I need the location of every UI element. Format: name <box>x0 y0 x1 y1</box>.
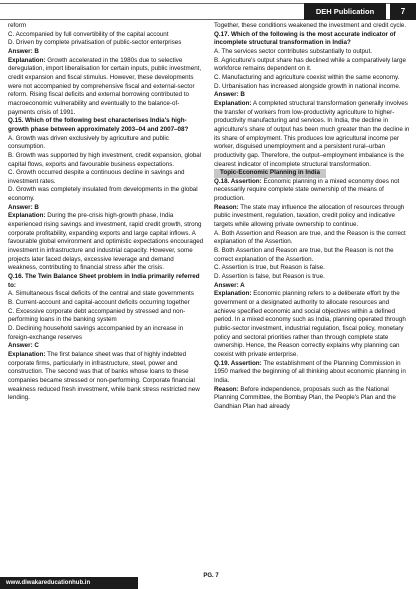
header-page-number: 7 <box>390 3 416 20</box>
answer: Answer: B <box>214 91 245 99</box>
question: Q.15. Which of the following best characterises India's high-growth phase between approximately 2003–04 and 2007–08? <box>8 117 189 133</box>
answer: Answer: B <box>8 203 39 211</box>
option: A. Both Assertion and Reason are true, and the Reason is the correct explanation of the Assertion. <box>214 229 406 246</box>
question: Q.16. The Twin Balance Sheet problem in India primarily referred to: <box>8 273 200 289</box>
reason: Reason: Before independence, proposals such as the National Planning Committee, the Bombay Plan, the People's Plan and the Gandhian Plan had already <box>214 385 396 410</box>
assertion: Q.18. Assertion: Economic planning in a mixed economy does not necessarily require complete state ownership of the means of production. <box>214 177 400 203</box>
reason: Reason: The state may influence the allocation of resources through public investment, regulation, taxation, credit policy and indicative targets while allowing private ownership to continue. <box>214 203 405 229</box>
option: A. Growth was driven exclusively by agriculture and public consumption. <box>8 134 169 151</box>
option: D. Growth was completely insulated from developments in the global economy. <box>8 186 198 203</box>
option: B. Agriculture's output share has declined while a comparatively large workforce remains dependent on it. <box>214 56 406 73</box>
assertion: Q.19. Assertion: The establishment of the Planning Commission in 1950 marked the beginning of all thinking about economic planning in India. <box>214 359 406 384</box>
explanation: Explanation: Growth accelerated in the 1980s due to selective deregulation, import liberalisation for certain inputs, public investment, credit expansion and fiscal stimulus. However, these developments were not accompanied by comprehensive fiscal and external-sector reform. Rising fiscal deficits and external borrowing contributed to macroeconomic vulnerability and eventually to the balance-of-payments crisis of 1991. <box>8 56 202 116</box>
option: C. Growth occurred despite a continuous decline in savings and investment rates. <box>8 169 185 185</box>
publication-label: DEH Publication <box>304 3 386 20</box>
option: D. Driven by complete privatisation of public-sector enterprises <box>8 39 182 47</box>
explanation: Explanation: A completed structural transformation generally involves the transfer of workers from low-productivity agriculture to higher-productivity manufacturing and services. In India, the decline in agriculture's share of output has been much greater than the decline in its share of employment. This produces low agricultural income per worker, disguised unemployment and a persistent rural–urban productivity gap. Therefore, the output–employment imbalance is the clearest indicator of incomplete structural transformation. <box>214 99 410 168</box>
option: A. Simultaneous fiscal deficits of the central and state governments <box>8 290 194 298</box>
option: C. Excessive corporate debt accompanied by stressed and non-performing loans in the banking system <box>8 307 186 324</box>
option: B. Current-account and capital-account deficits occurring together <box>8 299 190 306</box>
option: D. Declining household savings accompanied by an increase in foreign-exchange reserves <box>8 324 184 341</box>
option: C. Manufacturing and agriculture coexist within the same economy. <box>214 73 400 81</box>
explanation: Explanation: The first balance sheet was that of highly indebted corporate firms, particularly in infrastructure, steel, power and construction. The second was that of banks whose loans to these companies became stressed or non-performing. Corporate financial weakness reduced fresh investment, while bank stress restricted new lending. <box>8 350 200 402</box>
website-link[interactable]: www.diwakareducationhub.in <box>0 577 138 589</box>
page-number-footer: PG. 7 <box>203 573 219 579</box>
topic-heading: Topic-Economic Planning in India <box>214 169 326 178</box>
option: D. Urbanisation has increased alongside growth in national income. <box>214 82 401 90</box>
option: D. Assertion is false, but Reason is true. <box>214 273 325 281</box>
text-line: reform <box>8 22 27 29</box>
right-column <box>214 22 410 412</box>
explanation: Explanation: Economic planning refers to a deliberate effort by the government or a designated authority to allocate resources and achieve specified economic and social objectives within a defined period. In a mixed economy such as India, planning operated through public-sector investment, industrial regulation, fiscal policy, monetary policy and sectoral priorities rather than through complete state ownership. Hence, the Reason correctly explains why planning can coexist with private enterprise. <box>214 290 406 358</box>
option: B. Both Assertion and Reason are true, but the Reason is not the correct explanation of the Assertion. <box>214 247 394 263</box>
explanation: Explanation: During the pre-crisis high-growth phase, India experienced rising savings and investment, rapid credit growth, strong corporate profitability, expanding exports and large capital inflows. A favourable global environment and optimistic expectations encouraged investment in infrastructure and industrial capacity. However, some projects later faced delays, excessive leverage and demand weakness, contributing to financial stress after the crisis. <box>8 212 204 272</box>
option: C. Assertion is true, but Reason is false. <box>214 264 325 272</box>
option: A. The services sector contributes substantially to output. <box>214 47 372 55</box>
question: Q.17. Which of the following is the most accurate indicator of incomplete structural transformation in India? <box>214 30 396 47</box>
option: C. Accompanied by full convertibility of the capital account <box>8 30 169 38</box>
answer: Answer: C <box>8 342 39 350</box>
answer: Answer: A <box>214 281 245 289</box>
left-column <box>8 22 204 403</box>
option: B. Growth was supported by high investment, credit expansion, global capital flows, exports and favourable business expectations. <box>8 151 202 168</box>
answer: Answer: B <box>8 47 39 55</box>
text-line: Together, these conditions weakened the investment and credit cycle. <box>214 22 407 29</box>
